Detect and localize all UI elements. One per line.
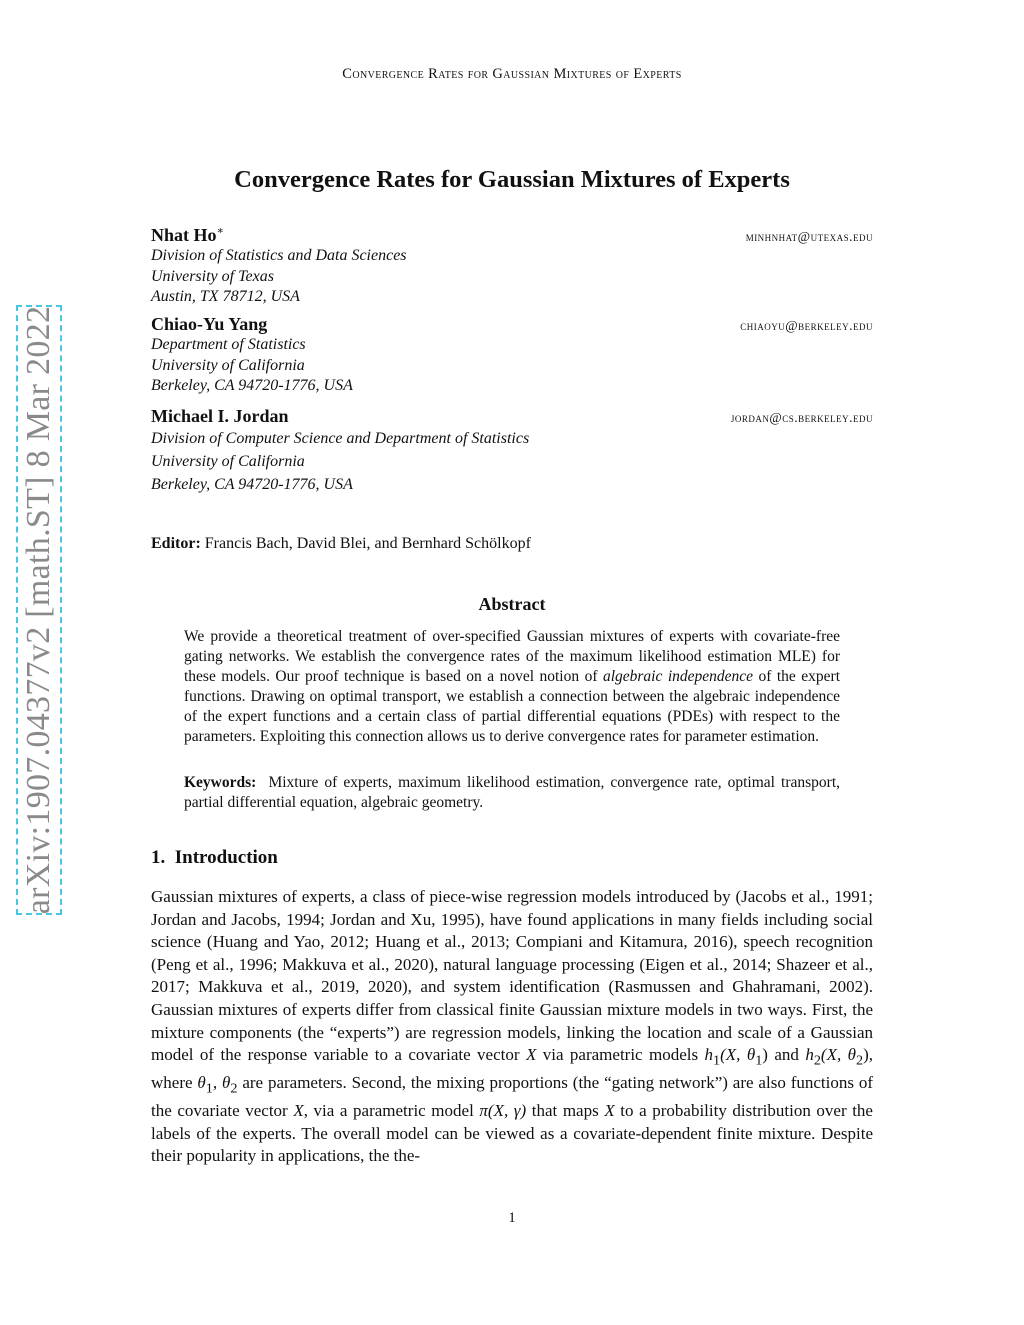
author-affiliation-line: Berkeley, CA 94720-1776, USA [151,377,353,394]
arxiv-id-text: arXiv:1907.04377v2 [math.ST] 8 Mar 2022 [20,305,57,915]
author-block [151,224,873,308]
section-heading: 1. Introduction [151,847,278,868]
author-affiliation-line: Berkeley, CA 94720-1776, USA [151,476,353,493]
author-name: Nhat Ho∗ [151,225,224,245]
author-email[interactable]: jordan@cs.berkeley.edu [730,410,873,425]
introduction-paragraph: Gaussian mixtures of experts, a class of piece-wise regression models introduced by (Jacobs et al., 1991; Jordan and Jacobs, 1994; Jordan and Xu, 1995), have found applications in many fields including social science (Huang and Yao, 2012; Huang et al., 2013; Compiani and Kitamura, 2016), speech recognition (Peng et al., 1996; Makkuva et al., 2020), natural language processing (Eigen et al., 2014; Shazeer et al., 2017; Makkuva et al., 2019, 2020), and system identification (Rasmussen and Ghahramani, 2002). Gaussian mixtures of experts differ from classical finite Gaussian mixture models in two ways. First, the mixture components (the “experts”) are regression models, linking the location and scale of a Gaussian model of the response variable to a covariate vector X via parametric models $h_1(X$, $\theta_1$) and $h_2(X$, $\theta_2$), where $\theta_1$, $\theta_2$ are parameters. Second, the mixing proportions (the “gating network”) are also functions of the covariate vector X, via a parametric model π(X, γ) that maps X to a probability distribution over the labels of the experts. The overall model can be viewed as a covariate-dependent finite mixture. Despite their popularity in applications, the the- [151,887,874,1166]
author-affiliation-line: Division of Computer Science and Department of Statistics [151,430,530,447]
author-email[interactable]: minhnhat@utexas.edu [745,229,873,244]
author-affiliation-line: University of California [151,356,305,374]
abstract-emphasis: algebraic independence [602,668,754,685]
keywords-label: Keywords: [184,774,257,791]
page-number: 1 [508,1210,516,1226]
author-block [151,406,873,496]
abstract-text: We provide a theoretical treatment of over-specified Gaussian mixtures of experts with covariate-free gating networks. We establish the convergence rates of the maximum likelihood estimation MLE) for these models. Our proof technique is based on a novel notion of algebraic independence of the expert functions. Drawing on optimal transport, we establish a connection between the algebraic independence of the expert functions and a certain class of partial differential equations (PDEs) with respect to the parameters. Exploiting this connection allows us to derive convergence rates for parameter estimation. [184,628,840,745]
paper-title: Convergence Rates for Gaussian Mixtures of Experts [234,166,790,193]
author-affiliation-line: University of Texas [151,267,274,285]
keywords [184,773,840,813]
author-affiliation-line: Department of Statistics [151,336,306,353]
author-affiliation-line: Austin, TX 78712, USA [151,288,300,305]
author-name: Chiao-Yu Yang [151,314,268,334]
editor-label: Editor: [151,535,201,552]
editor-line [151,535,531,553]
editor-names: Francis Bach, David Blei, and Bernhard Schölkopf [204,535,531,552]
abstract-heading: Abstract [478,594,546,614]
keywords-text: Mixture of experts, maximum likelihood estimation, convergence rate, optimal transport, partial differential equation, algebraic geometry. [184,774,840,811]
author-affiliation-line: Division of Statistics and Data Sciences [151,247,407,264]
author-block [151,314,873,397]
author-email[interactable]: chiaoyu@berkeley.edu [740,318,873,333]
author-name: Michael I. Jordan [151,406,289,426]
running-head: Convergence Rates for Gaussian Mixtures of Experts [342,66,682,82]
author-affiliation-line: University of California [151,453,305,470]
